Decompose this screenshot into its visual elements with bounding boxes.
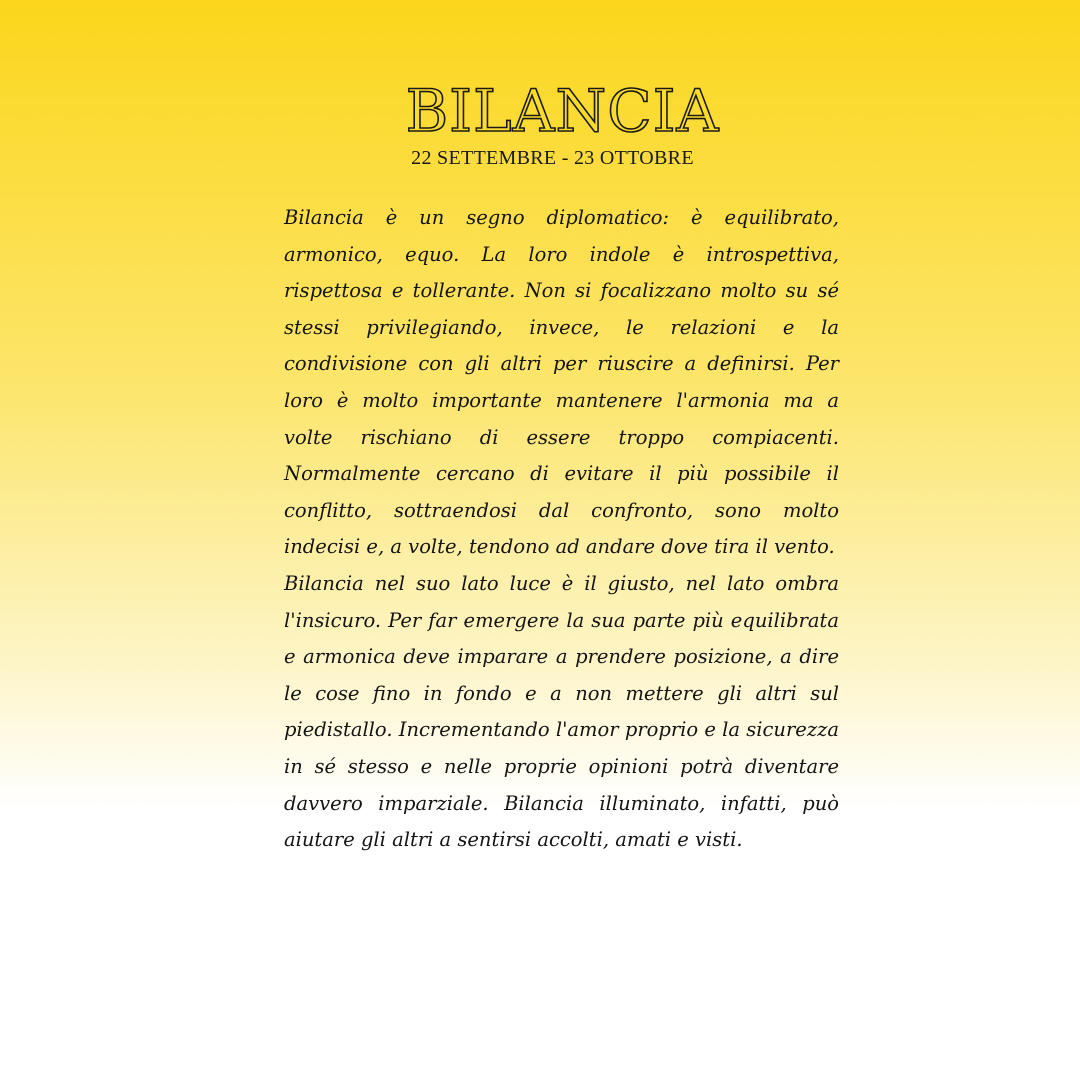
- page-title: BILANCIA: [405, 77, 720, 145]
- description-paragraph-1: Bilancia è un segno diplomatico: è equilibrato, armonico, equo. La loro indole è introspettiva, rispettosa e tollerante. Non si focalizzano molto su sé stessi privilegiando, invece, le relazioni e la condivisione con gli altri per riuscire a definirsi. Per loro è molto importante mantenere l'armonia ma a volte rischiano di essere troppo compiacenti. Normalmente cercano di evitare il più possibile il conflitto, sottraendosi dal confronto, sono molto indecisi e, a volte, tendono ad andare dove tira il vento.: [284, 206, 839, 559]
- description-paragraph-2: Bilancia nel suo lato luce è il giusto, nel lato ombra l'insicuro. Per far emergere la sua parte più equilibrata e armonica deve imparare a prendere posizione, a dire le cose fino in fondo e a non mettere gli altri sul piedistallo. Incrementando l'amor proprio e la sicurezza in sé stesso e nelle proprie opinioni potrà diventare davvero imparziale. Bilancia illuminato, infatti, può aiutare gli altri a sentirsi accolti, amati e visti.: [284, 571, 839, 852]
- date-range: 22 SETTEMBRE - 23 OTTOBRE: [411, 147, 694, 169]
- description-text: [284, 200, 839, 859]
